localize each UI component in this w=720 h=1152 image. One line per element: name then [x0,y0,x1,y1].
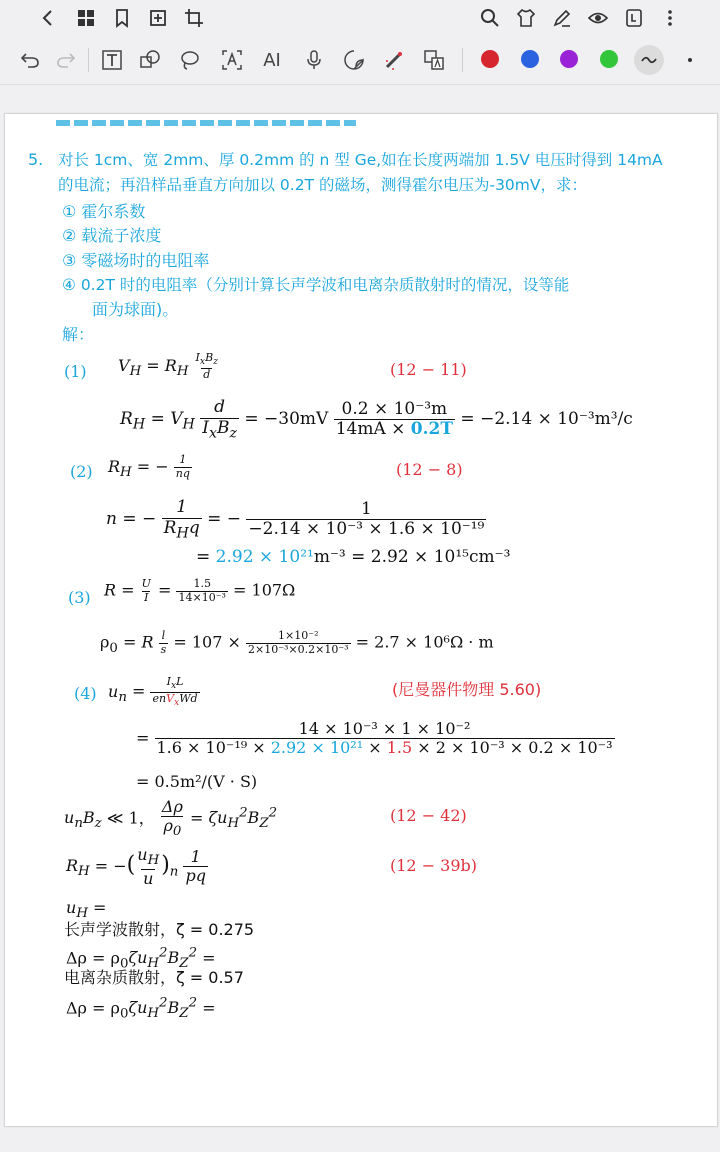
clipped-previous-line [56,120,356,130]
acoustic-delta-rho: $\Delta\rho = \rho_0\zeta u_H^2B_Z^2$ = [66,946,216,972]
color-blue-swatch[interactable] [521,50,539,68]
sticker-icon[interactable] [340,46,368,74]
watermark: bilibili [20,1094,93,1119]
top-navigation-bar [0,0,720,36]
add-page-icon[interactable] [146,6,170,30]
bookmark-icon[interactable] [110,6,134,30]
laser-pointer-icon[interactable] [380,46,408,74]
part-4-label: (4) [74,684,97,703]
problem-line-1: 对长 1cm、宽 2mm、厚 0.2mm 的 n 型 Ge,如在长度两端加 1.5V 电压时得到 14mA [58,151,663,169]
part-3-label: (3) [68,588,91,607]
eye-icon[interactable] [586,6,610,30]
hall-coefficient-calc: $R_H = V_H$ $\frac{d}{I_xB_z}$ = −30mV $\frac{\text{0.2 × 10⁻³m}}{14mA \times 0.2T}$ = −2.14 × 10⁻³m³/c [120,397,633,441]
problem-line-2: 的电流；再沿样品垂直方向加以 0.2T 的磁场，测得霍尔电压为-30mV，求： [58,176,587,194]
drawing-toolbar [0,36,720,85]
resistance-calc: R = $\frac{U}{I}$ = $\frac{1.5}{\text{14×10⁻³}}$ = 107Ω [104,577,296,604]
lasso-icon[interactable] [176,46,204,74]
ionized-scattering-line: 电离杂质散射，ζ = 0.57 [64,968,244,987]
ai-button[interactable]: AI [263,49,281,71]
stroke-style-icon[interactable] [634,45,664,75]
search-icon[interactable] [478,6,502,30]
text-recognition-icon[interactable] [218,46,246,74]
shirt-icon[interactable] [514,6,538,30]
problem-number: 5. [28,150,44,169]
more-icon[interactable] [658,6,682,30]
resistivity-calc: $\rho_0 = R$ $\frac{l}{s}$ = 107 × $\frac{\text{1×10⁻²}}{\text{2×10⁻³×0.2×10⁻³}}$ = 2.7 × 10⁶Ω · m [100,629,494,656]
acoustic-scattering-line: 长声学波散射，ζ = 0.275 [64,920,255,939]
shape-icon[interactable] [136,46,164,74]
ionized-delta-rho: $\Delta\rho = \rho_0\zeta u_H^2B_Z^2$ = [66,996,216,1022]
concentration-calc: n = − $\frac{1}{R_Hq}$ = − $\frac{1}{\text{−2.14 × 10⁻³ × 1.6 × 10⁻¹⁹}}$ [106,497,485,541]
mobility-calc: = $\frac{\text{14 × 10⁻³ × 1 × 10⁻²}}{\text{1.6 × 10⁻¹⁹ × 2.92 × 10²¹ × 1.5 × 2 × 10⁻³ × 0.2 × 10⁻³}}$ [136,719,613,758]
color-green-swatch[interactable] [600,50,618,68]
ref-12-42: (12 − 42) [390,806,467,825]
grid-icon[interactable] [74,6,98,30]
mobility-formula: $u_n$ = $\frac{I_xL}{enV_xWd}$ [108,675,198,708]
hall-concentration-formula: $R_H$ = − $\frac{1}{nq}$ [108,453,190,480]
ref-12-39b: (12 − 39b) [390,856,478,875]
text-box-icon[interactable] [98,46,126,74]
problem-item-3: ③ 零磁场时的电阻率 [62,251,210,270]
microphone-icon[interactable] [300,46,328,74]
color-purple-swatch[interactable] [560,50,578,68]
solution-label: 解： [62,325,95,344]
hall-voltage-formula: $V_H = R_H$ $\frac{I_xB_z}{d}$ [118,351,218,381]
problem-item-2: ② 载流子浓度 [62,226,162,245]
crop-icon[interactable] [182,6,206,30]
hall-mobility-relation: $R_H$ = −( $\frac{u_H}{u}$ )$_n$ $\frac{1}{pq}$ [66,845,206,888]
color-red-swatch[interactable] [481,50,499,68]
problem-item-4-continued: 面为球面)。 [92,300,179,319]
ref-12-11: (12 − 11) [390,360,467,379]
problem-item-4: ④ 0.2T 时的电阻率（分别计算长声学波和电离杂质散射时的情况，设等能 [62,276,570,294]
redo-icon[interactable] [52,46,80,74]
part-2-label: (2) [70,462,93,481]
part-1-label: (1) [64,362,87,381]
stroke-width-icon[interactable] [676,46,704,74]
ref-12-8: (12 − 8) [396,460,463,479]
read-mode-icon[interactable] [622,6,646,30]
mobility-result: = 0.5m²/(V · S) [136,772,258,791]
problem-item-1: ① 霍尔系数 [62,202,146,221]
pen-icon[interactable] [550,6,574,30]
weak-field-condition: $u_nB_z$ ≪ 1， $\frac{\Delta\rho}{\rho_0}$ = $\zeta u_H^2B_Z^2$ [64,797,278,840]
translate-icon[interactable] [420,46,448,74]
undo-icon[interactable] [16,46,44,74]
hall-mobility-line: $u_H$ = [66,898,107,922]
back-icon[interactable] [36,6,60,30]
ref-neamen-5-60: (尼曼器件物理 5.60) [392,680,542,699]
concentration-result: = 2.92 × 10²¹m⁻³ = 2.92 × 10¹⁵cm⁻³ [196,547,511,567]
